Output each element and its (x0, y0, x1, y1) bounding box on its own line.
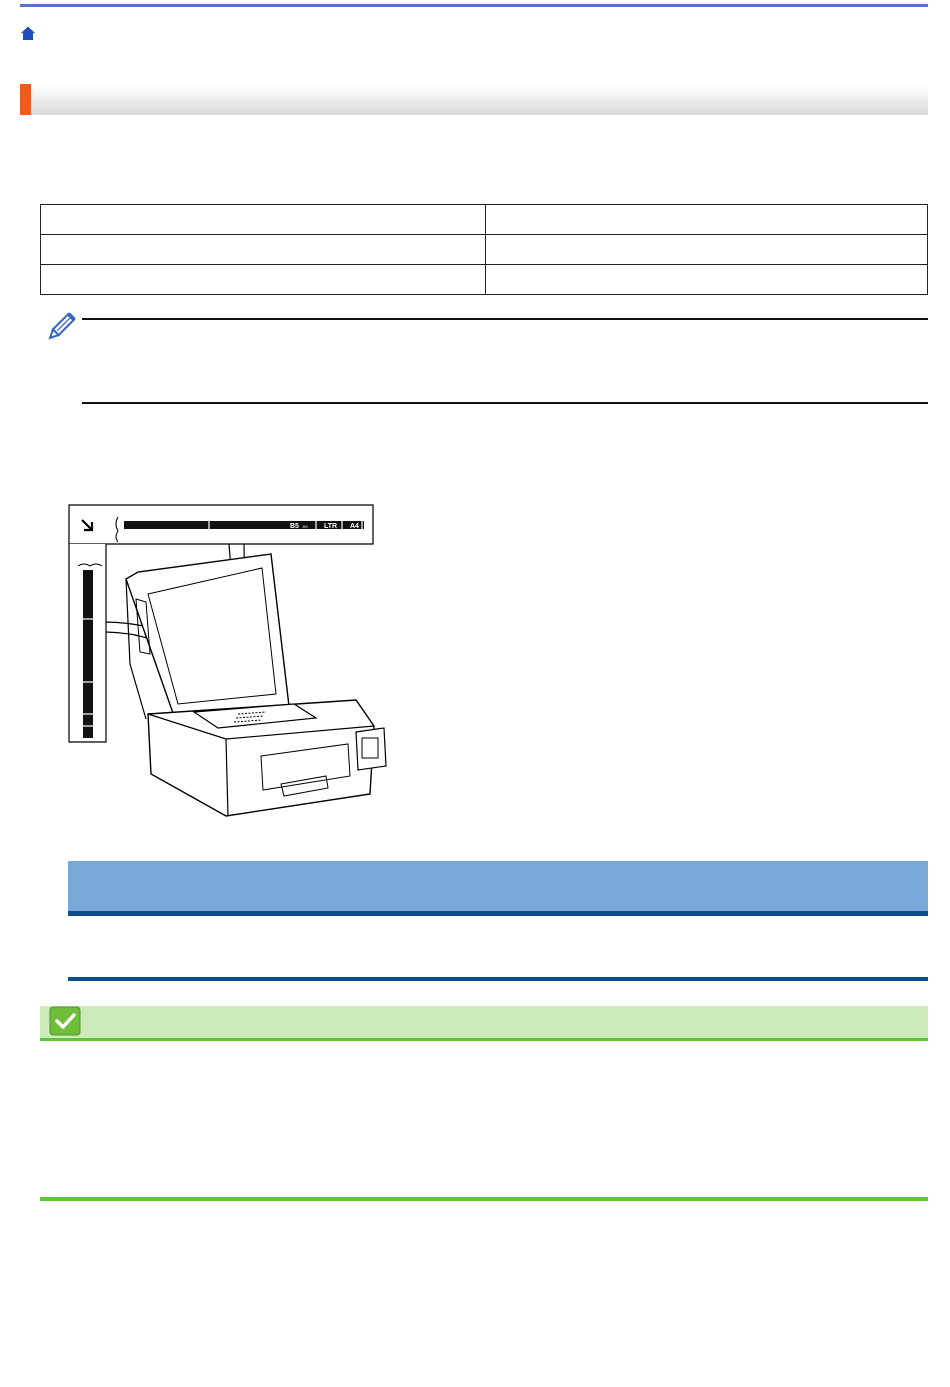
related-info-header (40, 1006, 928, 1041)
note-rule-top (82, 318, 928, 320)
related-info-rule-bottom (40, 1197, 928, 1201)
illustration-label: A4 (350, 523, 359, 530)
checkmark-icon (49, 1006, 81, 1036)
table-cell (41, 205, 486, 235)
note-rule-bottom (82, 402, 928, 404)
title-accent (20, 84, 31, 115)
info-rule-bottom (68, 977, 928, 981)
table-cell (41, 235, 486, 265)
table-cell (41, 265, 486, 295)
table-row (41, 265, 928, 295)
top-rule (20, 4, 928, 7)
illustration-label: B5 (290, 523, 299, 530)
table-cell (486, 235, 928, 265)
info-header (68, 861, 928, 916)
table-cell (486, 205, 928, 235)
illustration-label: LTR (324, 523, 338, 530)
table-row (41, 235, 928, 265)
table-row (41, 205, 928, 235)
home-icon[interactable] (20, 25, 36, 41)
pencil-note-icon (44, 311, 76, 345)
page-title-bar (20, 84, 928, 115)
illustration-label: JIS (302, 524, 308, 529)
scanner-glass-illustration (66, 504, 396, 824)
spec-table (40, 204, 928, 295)
table-cell (486, 265, 928, 295)
